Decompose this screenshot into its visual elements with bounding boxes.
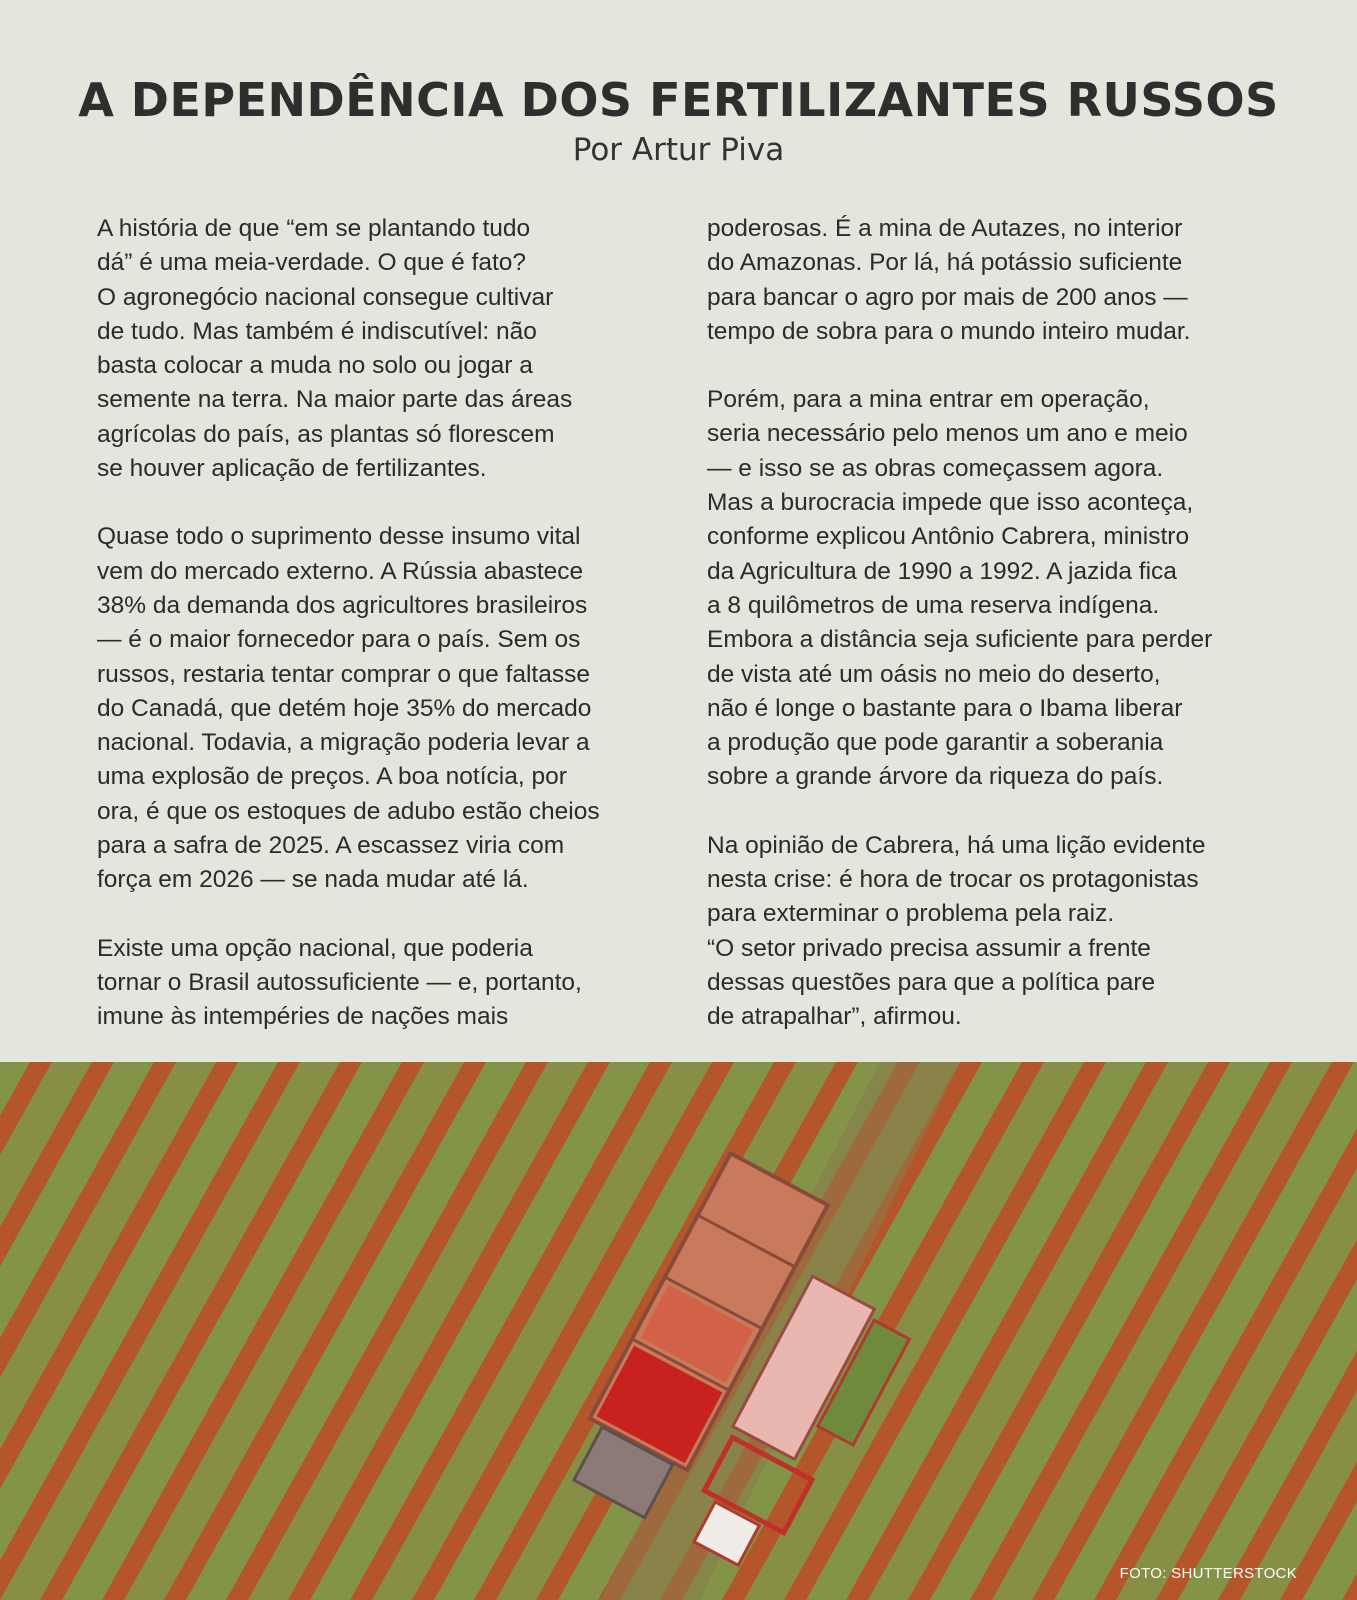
paragraph: Porém, para a mina entrar em operação, seria necessário pelo menos um ano e meio — e isso se as obras começassem agora. Mas a burocracia impede que isso aconteça, conforme explicou Antônio Cabrera, ministro da Agricultura de 1990 a 1992. A jazida fica a 8 quilômetros de uma reserva indígena. Embora a distância seja suficiente para perder de vista até um oásis no meio do deserto, não é longe o bastante para o Ibama liberar a produção que pode garantir a soberania sobre a grande árvore da riqueza do país. xyxy=(707,386,1213,791)
paragraph: Na opinião de Cabrera, há uma lição evidente nesta crise: é hora de trocar os protagonistas para exterminar o problema pela raiz. “O setor privado precisa assumir a frente dessas questões para que a política pare de atrapalhar”, afirmou. xyxy=(707,831,1206,1031)
article-header xyxy=(0,72,1357,170)
photo-credit: FOTO: SHUTTERSTOCK xyxy=(1119,1565,1297,1582)
aerial-field-illustration xyxy=(0,1062,1357,1600)
paragraph: Existe uma opção nacional, que poderia tornar o Brasil autossuficiente — e, portanto, imune às intempéries de nações mais xyxy=(97,934,582,1031)
article-byline: Por Artur Piva xyxy=(572,132,785,168)
column-left xyxy=(97,212,657,1042)
column-right xyxy=(707,212,1267,1042)
field-harvest-photo xyxy=(0,1062,1357,1600)
article-body xyxy=(97,212,1267,1042)
paragraph: poderosas. É a mina de Autazes, no interior do Amazonas. Por lá, há potássio suficiente para bancar o agro por mais de 200 anos — tempo de sobra para o mundo inteiro mudar. xyxy=(707,215,1191,345)
paragraph: Quase todo o suprimento desse insumo vital vem do mercado externo. A Rússia abastece 38% da demanda dos agricultores brasileiros — é o maior fornecedor para o país. Sem os russos, restaria tentar comprar o que faltasse do Canadá, que detém hoje 35% do mercado nacional. Todavia, a migração poderia levar a uma explosão de preços. A boa notícia, por ora, é que os estoques de adubo estão cheios para a safra de 2025. A escassez viria com força em 2026 — se nada mudar até lá. xyxy=(97,523,600,894)
article-title: A DEPENDÊNCIA DOS FERTILIZANTES RUSSOS xyxy=(78,73,1279,127)
paragraph: A história de que “em se plantando tudo dá” é uma meia-verdade. O que é fato? O agronegócio nacional consegue cultivar de tudo. Mas também é indiscutível: não basta colocar a muda no solo ou jogar a semente na terra. Na maior parte das áreas agrícolas do país, as plantas só florescem se houver aplicação de fertilizantes. xyxy=(97,215,573,483)
